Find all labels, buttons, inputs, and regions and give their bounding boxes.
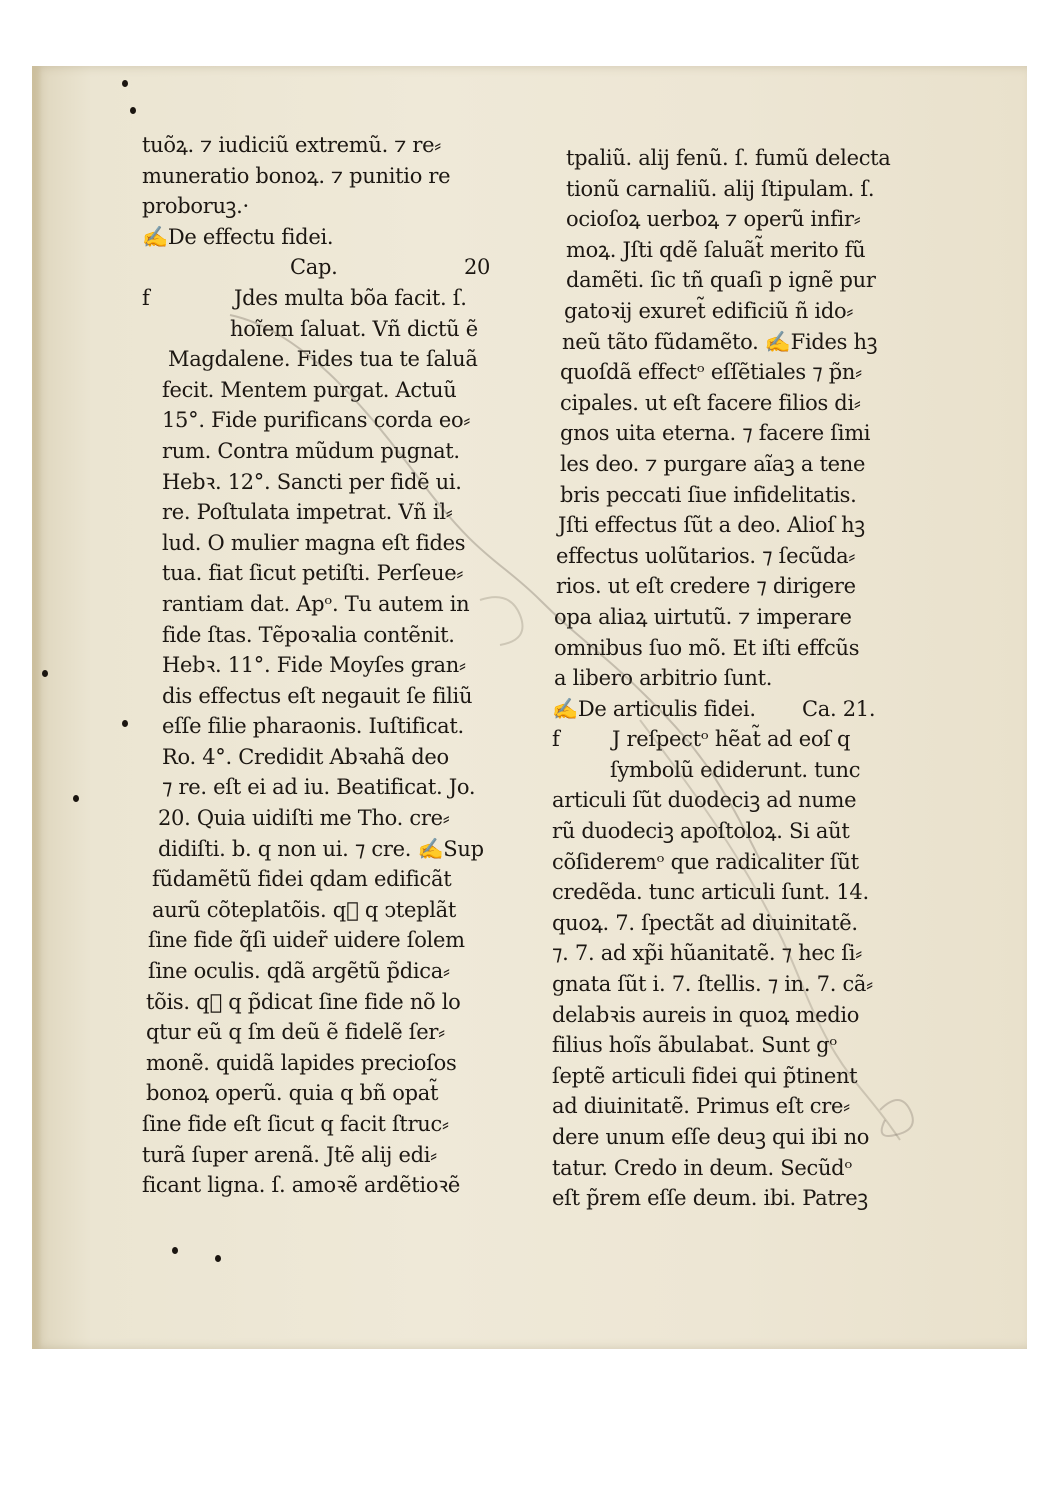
text-line: ſine fide eſt ſicut q facit ſtruc⸗	[142, 1112, 449, 1136]
initial-letter: f	[142, 285, 150, 310]
text-line: tua. fiat ſicut petiſti. Perſeue⸗	[162, 561, 464, 586]
text-line: tatur. Credo in deum. Secũdᵒ	[552, 1155, 853, 1180]
text-line: tõis. q᷑ q p̃dicat ſine fide nõ lo	[146, 989, 461, 1014]
text-line: aurũ cõteplatõis. q᷑ q ↄteplãt	[152, 897, 457, 922]
ink-dot	[42, 670, 48, 677]
ink-dot	[122, 80, 128, 87]
text-line: qtur eũ q ſm deũ ẽ fidelẽ ſer⸗	[146, 1020, 445, 1045]
text-line: tpaliũ. alij fenũ. ſ. fumũ delecta	[566, 146, 891, 170]
chapter-number: Ca. 21.	[802, 696, 876, 721]
text-line: re. Poſtulata impetrat. Vñ il⸗	[162, 500, 453, 525]
text-line: ocioſoꝝ uerboꝝ ⁊ operũ infir⸗	[566, 207, 861, 232]
text-line: bonoꝝ operũ. quia q bñ opat̃	[146, 1081, 439, 1106]
ink-dot	[215, 1255, 221, 1262]
text-line: rios. ut eſt credere ⁊ dirigere	[556, 574, 856, 599]
text-line: dis effectus eſt negauit ſe filiũ	[162, 683, 473, 708]
chapter-number: 20	[464, 255, 491, 280]
text-line: les deo. ⁊ purgare aĩaꝫ a tene	[560, 451, 866, 476]
text-line: proboruꝫ.·	[142, 194, 249, 219]
text-line: eſſe filie pharaonis. Iuſtificat.	[162, 714, 464, 739]
text-line	[552, 724, 912, 755]
text-line: credẽda. tunc articuli ſunt. 14.	[552, 880, 869, 905]
text-line: ⁊. 7. ad xp̃i hũanitatẽ. ⁊ hec ſi⸗	[552, 941, 862, 966]
ink-dot	[172, 1247, 178, 1254]
text-line: ficant ligna. ſ. amoꝛẽ ardẽtioꝛẽ	[142, 1173, 460, 1198]
text-line: articuli ſũt duodeciꝫ ad nume	[552, 788, 857, 813]
text-line: dere unum eſſe deuꝫ qui ibi no	[552, 1125, 870, 1149]
text-line: gatoꝛij exuret̃ edificiũ ñ ido⸗	[564, 298, 854, 323]
initial-letter: f	[552, 727, 560, 752]
page-gutter-shadow	[32, 66, 42, 1349]
text-line: a libero arbitrio ſunt.	[554, 666, 773, 691]
text-line: effectus uolũtarios. ⁊ ſecũda⸗	[556, 543, 856, 568]
text-line: filius hoĩs ãbulabat. Sunt gᵒ	[552, 1033, 838, 1058]
text-line: gnos uita eterna. ⁊ facere ſimi	[560, 421, 871, 446]
left-text-column	[142, 130, 502, 1201]
text-line: ſymbolũ ediderunt. tunc	[610, 757, 861, 782]
text-line: eſt p̃rem eſſe deum. ibi. Patreꝫ	[552, 1186, 868, 1211]
text-line: muneratio bonoꝝ. ⁊ punitio re	[142, 163, 451, 188]
text-line: Hebꝛ. 12°. Sancti per fidẽ ui.	[162, 469, 462, 494]
section-heading-line	[552, 694, 912, 725]
text-line: neũ tãto fũdamẽto. ✍Fides hꝫ	[562, 329, 878, 354]
text-line: lud. O mulier magna eſt fides	[162, 530, 466, 555]
text-line: 15°. Fide purificans corda eo⸗	[162, 408, 471, 433]
text-line: moꝝ. Jſti qdẽ ſaluãt̃ merito fũ	[566, 237, 866, 262]
text-line: didiſti. b. q non ui. ⁊ cre. ✍Sup	[158, 836, 484, 861]
text-line: rum. Contra mũdum pugnat.	[162, 438, 460, 463]
text-line: rantiam dat. Apᵒ. Tu autem in	[162, 591, 470, 616]
right-text-column	[552, 143, 912, 1214]
section-heading: ✍De articulis fidei.	[552, 696, 756, 721]
chapter-label: Cap.	[290, 255, 338, 280]
text-line: damẽti. ſic tñ quaſi p ignẽ pur	[566, 268, 876, 293]
text-line: ad diuinitatẽ. Primus eſt cre⸗	[552, 1094, 850, 1119]
text-line: rũ duodeciꝫ apoſtoloꝝ. Si aũt	[552, 819, 850, 844]
text-line: omnibus ſuo mõ. Et iſti effcũs	[554, 635, 860, 660]
text-line: opa aliaꝝ uirtutũ. ⁊ imperare	[554, 604, 852, 629]
text-line: cõſideremᵒ que radicaliter ſũt	[552, 849, 859, 874]
text-line: Jſti effectus ſũt a deo. Alioſ hꝫ	[558, 513, 865, 538]
text-line: cipales. ut eſt facere filios di⸗	[560, 390, 861, 415]
body-block	[142, 283, 502, 1201]
text-line: Ro. 4°. Credidit Abꝛahã deo	[162, 744, 449, 769]
text-line: fũdamẽtũ fidei qdam edificãt	[152, 867, 452, 892]
text-line: Hebꝛ. 11°. Fide Moyſes gran⸗	[162, 653, 466, 678]
text-line: tuõꝝ. ⁊ iudiciũ extremũ. ⁊ re⸗	[142, 133, 441, 157]
text-line: turã ſuper arenã. Jtẽ alij edi⸗	[142, 1142, 437, 1167]
text-line: quoſdã effectᵒ eſſẽtiales ⁊ p̃n⸗	[560, 360, 862, 385]
chapter-line	[142, 252, 502, 283]
text-line-content: J reſpectᵒ hẽat̃ ad eoſ q	[612, 727, 851, 752]
text-line: gnata ſũt i. 7. ſtellis. ⁊ in. 7. cã⸗	[552, 972, 873, 997]
text-line: hoĩem ſaluat. Vñ dictũ ẽ	[230, 316, 478, 341]
text-line: ſine fide q̃ſi uider̃ uidere ſolem	[148, 928, 465, 953]
section-heading: ✍De effectu fidei.	[142, 224, 334, 249]
text-line: tionũ carnaliũ. alij ſtipulam. ſ.	[566, 176, 875, 201]
text-line: fecit. Mentem purgat. Actuũ	[162, 377, 457, 402]
text-line: 20. Quia uidiſti me Tho. cre⸗	[158, 806, 450, 831]
text-line: monẽ. quidã lapides precioſos	[146, 1050, 457, 1075]
text-line: ⁊ re. eſt ei ad iu. Beatificat. Jo.	[162, 775, 476, 800]
text-line	[142, 283, 502, 314]
text-line: ſine oculis. qdã argẽtũ p̃dica⸗	[148, 959, 450, 984]
text-line: fide ſtas. Tẽpoꝛalia contẽnit.	[162, 622, 455, 647]
text-line: delabꝛis aureis in quoꝝ medio	[552, 1002, 860, 1027]
text-line-content: Jdes multa bõa facit. ſ.	[234, 285, 467, 310]
ink-dot	[122, 720, 128, 727]
text-line: ſeptẽ articuli fidei qui p̃tinent	[552, 1063, 858, 1088]
text-line: quoꝝ. 7. ſpectãt ad diuinitatẽ.	[552, 910, 858, 935]
text-line: Magdalene. Fides tua te ſaluã	[168, 347, 478, 372]
ink-dot	[73, 795, 79, 802]
ink-dot	[130, 107, 136, 114]
text-line: bris peccati ſiue infidelitatis.	[560, 482, 857, 507]
